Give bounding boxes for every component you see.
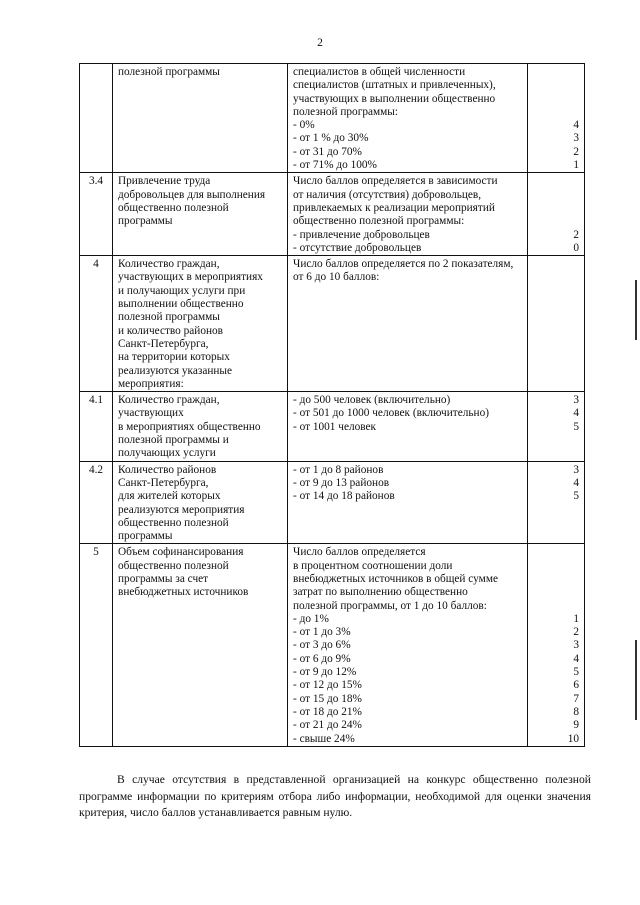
criterion-description: [288, 256, 528, 392]
score-value: [533, 79, 579, 92]
criterion-description-line: - от 31 до 70%: [293, 145, 362, 158]
score-value: [533, 546, 579, 559]
criterion-name-line: на территории которых: [118, 351, 230, 364]
criterion-name: [113, 256, 288, 392]
score-value: 9: [573, 719, 579, 732]
criterion-description-line: - 0%: [293, 119, 315, 132]
criterion-name-line: общественно полезной: [118, 559, 229, 572]
score-value: 5: [573, 490, 579, 503]
score-value: [533, 93, 579, 106]
criterion-number: 5: [80, 544, 113, 746]
criterion-description-line: - отсутствие добровольцев: [293, 241, 422, 254]
criterion-description-line: - от 18 до 21%: [293, 705, 362, 718]
score-value: 4: [573, 652, 579, 665]
criterion-description-line: - от 1 % до 30%: [293, 132, 369, 145]
score-value: [533, 106, 579, 119]
criterion-name-line: мероприятия:: [118, 377, 184, 390]
criterion-description-line: - привлечение добровольцев: [293, 228, 430, 241]
criterion-description-line: - до 1%: [293, 612, 329, 625]
score-value: [533, 189, 579, 202]
score-value: 2: [573, 145, 579, 158]
criterion-name-line: участвующих: [118, 407, 184, 420]
criterion-description-line: - от 501 до 1000 человек (включительно): [293, 407, 489, 420]
table-row: [80, 544, 585, 746]
criterion-description: [288, 392, 528, 461]
criterion-name-line: полезной программы: [118, 311, 220, 324]
criterion-description-line: полезной программы, от 1 до 10 баллов:: [293, 599, 487, 612]
criterion-name-line: Санкт-Петербурга,: [118, 476, 209, 489]
criterion-name-line: внебюджетных источников: [118, 586, 249, 599]
score-value: [533, 586, 579, 599]
score-value: 10: [567, 732, 579, 745]
criterion-name: [113, 392, 288, 461]
criterion-description-line: - от 9 до 12%: [293, 666, 357, 679]
table-row: [80, 64, 585, 173]
criteria-table-body: [80, 64, 585, 747]
criterion-name-line: для жителей которых: [118, 490, 221, 503]
table-row: [80, 461, 585, 544]
criterion-name-line: полезной программы: [118, 66, 220, 78]
criterion-name-line: Санкт-Петербурга,: [118, 337, 209, 350]
criterion-name-line: Объем софинансирования: [118, 546, 244, 559]
scan-margin-mark: [635, 640, 637, 720]
criterion-name: [113, 544, 288, 746]
score-value: 5: [573, 666, 579, 679]
criterion-name-line: добровольцев для выполнения: [118, 188, 266, 201]
score-value: 3: [573, 463, 579, 476]
criterion-scores: [528, 392, 585, 461]
criterion-name-line: Количество граждан,: [118, 394, 220, 407]
score-value: 4: [573, 407, 579, 420]
score-value: 8: [573, 705, 579, 718]
criterion-description-line: - от 9 до 13 районов: [293, 476, 390, 489]
criterion-number: 4.1: [80, 392, 113, 461]
criterion-scores: [528, 64, 585, 173]
criterion-description-line: Число баллов определяется в зависимости: [293, 175, 498, 188]
score-value: 7: [573, 692, 579, 705]
criterion-description-line: Число баллов определяется по 2 показателям,: [293, 258, 514, 271]
criterion-scores: [528, 173, 585, 256]
score-value: 5: [573, 420, 579, 433]
criterion-name-line: и получающих услуги при: [118, 284, 246, 297]
score-value: [533, 175, 579, 188]
criterion-description-line: - от 6 до 9%: [293, 652, 351, 665]
criterion-description-line: полезной программы:: [293, 105, 399, 118]
criterion-description-line: - от 71% до 100%: [293, 159, 377, 172]
criterion-description-line: - от 14 до 18 районов: [293, 490, 395, 503]
page-number: 2: [317, 37, 323, 49]
criterion-number: 4: [80, 256, 113, 392]
criterion-number: 4.2: [80, 461, 113, 544]
criterion-description-line: - от 12 до 15%: [293, 679, 362, 692]
criterion-scores: [528, 461, 585, 544]
criterion-name-line: общественно полезной: [118, 516, 229, 529]
criterion-description: [288, 544, 528, 746]
criterion-scores: [528, 256, 585, 392]
criterion-name-line: выполнении общественно: [118, 298, 244, 311]
criterion-description-line: участвующих в выполнении общественно: [293, 92, 496, 105]
criterion-name-line: участвующих в мероприятиях: [118, 271, 263, 284]
criterion-name-line: Количество районов: [118, 463, 217, 476]
score-value: [533, 66, 579, 79]
criterion-description-line: - свыше 24%: [293, 732, 355, 745]
criterion-description-line: в процентном соотношении доли: [293, 559, 453, 572]
criterion-name-line: в мероприятиях общественно: [118, 420, 261, 433]
criterion-description-line: Число баллов определяется: [293, 546, 426, 559]
criterion-description-line: - от 1 до 3%: [293, 626, 351, 639]
score-value: [533, 573, 579, 586]
table-row: [80, 256, 585, 392]
criteria-table: [79, 63, 585, 747]
criterion-description: [288, 461, 528, 544]
footer-note: В случае отсутствия в представленной организацией на конкурс общественно полезной программе информации по критериям отбора либо информации, необходимой для оценки значения критерия, число баллов устанавливается равным нулю.: [79, 773, 591, 819]
criterion-name-line: и количество районов: [118, 324, 224, 337]
criterion-name: [113, 173, 288, 256]
criterion-name-line: Привлечение труда: [118, 175, 211, 188]
score-value: 1: [573, 612, 579, 625]
criterion-description-line: - от 15 до 18%: [293, 692, 362, 705]
criterion-description-line: - от 1 до 8 районов: [293, 463, 384, 476]
score-value: 1: [573, 159, 579, 172]
criterion-description-line: - от 3 до 6%: [293, 639, 351, 652]
criterion-name-line: программы: [118, 530, 173, 543]
score-value: 4: [573, 119, 579, 132]
criterion-scores: [528, 544, 585, 746]
criterion-description-line: специалистов (штатных и привлеченных),: [293, 79, 496, 92]
criterion-name: [113, 64, 288, 173]
score-value: [533, 215, 579, 228]
criterion-name: [113, 461, 288, 544]
table-row: [80, 173, 585, 256]
criterion-description-line: привлекаемых к реализации мероприятий: [293, 201, 495, 214]
criterion-name-line: реализуются указанные: [118, 364, 233, 377]
criterion-description-line: от 6 до 10 баллов:: [293, 271, 380, 284]
score-value: 2: [573, 228, 579, 241]
score-value: 4: [573, 476, 579, 489]
criterion-description: [288, 64, 528, 173]
table-row: [80, 392, 585, 461]
criterion-description-line: общественно полезной программы:: [293, 215, 465, 228]
score-value: 3: [573, 394, 579, 407]
criterion-name-line: Количество граждан,: [118, 258, 220, 271]
criterion-description-line: затрат по выполнению общественно: [293, 586, 468, 599]
criterion-name-line: программы: [118, 215, 173, 228]
criterion-description: [288, 173, 528, 256]
criterion-name-line: программы за счет: [118, 572, 209, 585]
score-value: [533, 560, 579, 573]
criterion-description-line: - до 500 человек (включительно): [293, 394, 451, 407]
criterion-name-line: полезной программы и: [118, 434, 229, 447]
score-value: [533, 600, 579, 613]
criterion-name-line: получающих услуги: [118, 447, 216, 460]
criterion-description-line: - от 1001 человек: [293, 420, 377, 433]
score-value: 6: [573, 679, 579, 692]
criterion-number: [80, 64, 113, 173]
score-value: 3: [573, 639, 579, 652]
score-value: 0: [573, 241, 579, 254]
score-value: 3: [573, 132, 579, 145]
criterion-number: 3.4: [80, 173, 113, 256]
criterion-name-line: общественно полезной: [118, 201, 229, 214]
criterion-description-line: - от 21 до 24%: [293, 719, 362, 732]
scan-margin-mark: [635, 280, 637, 340]
criterion-description-line: от наличия (отсутствия) добровольцев,: [293, 188, 482, 201]
score-value: [533, 202, 579, 215]
criterion-description-line: специалистов в общей численности: [293, 66, 466, 78]
criterion-name-line: реализуются мероприятия: [118, 503, 245, 516]
criterion-description-line: внебюджетных источников в общей сумме: [293, 572, 498, 585]
score-value: 2: [573, 626, 579, 639]
